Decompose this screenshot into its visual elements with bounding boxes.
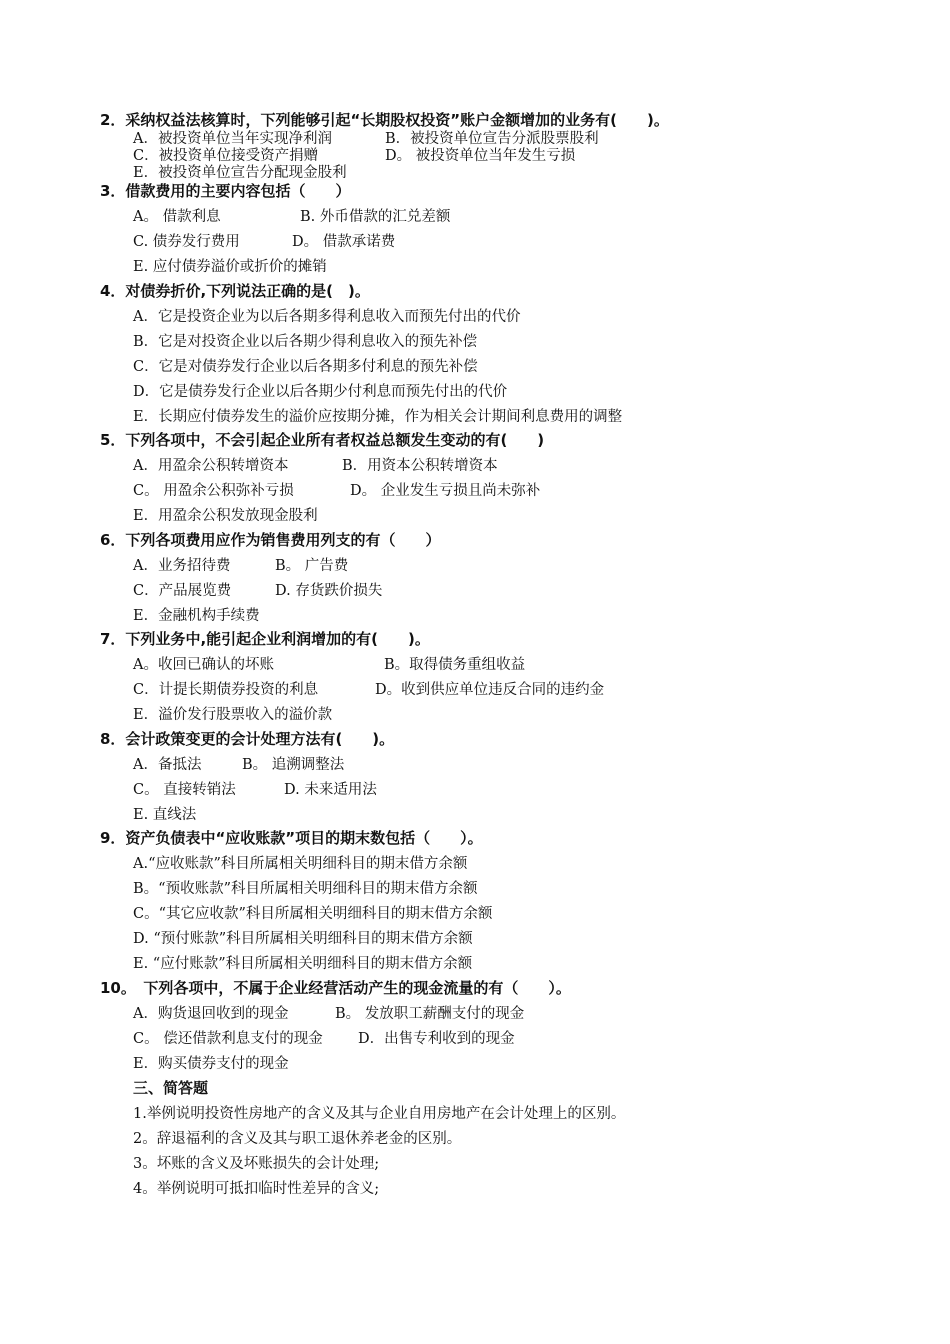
short-answer-4: 4。举例说明可抵扣临时性差异的含义; xyxy=(133,1181,380,1197)
option-5b: B．用资本公积转增资本 xyxy=(342,458,498,474)
option-8c: C。 直接转销法 xyxy=(133,782,236,798)
option-3a: A。 借款利息 xyxy=(133,209,221,225)
question-3: 3．借款费用的主要内容包括（ ） xyxy=(100,182,351,200)
question-8: 8．会计政策变更的会计处理方法有( )。 xyxy=(100,730,395,748)
option-6d: D. 存货跌价损失 xyxy=(275,583,383,599)
option-7b: B。取得债务重组收益 xyxy=(384,657,526,673)
option-5d: D。 企业发生亏损且尚未弥补 xyxy=(350,483,541,499)
option-6a: A．业务招待费 xyxy=(133,558,231,574)
short-answer-3: 3。坏账的含义及坏账损失的会计处理; xyxy=(133,1156,380,1172)
option-3e: E. 应付债券溢价或折价的摊销 xyxy=(133,259,327,275)
question-6: 6．下列各项费用应作为销售费用列支的有（ ） xyxy=(100,531,441,549)
option-4b: B．它是对投资企业以后各期少得利息收入的预先补偿 xyxy=(133,334,478,350)
option-4e: E．长期应付债券发生的溢价应按期分摊，作为相关会计期间利息费用的调整 xyxy=(133,409,623,425)
option-5e: E．用盈余公积发放现金股利 xyxy=(133,508,318,524)
question-10: 10。 下列各项中，不属于企业经营活动产生的现金流量的有（ ）。 xyxy=(100,979,571,997)
option-10e: E．购买债券支付的现金 xyxy=(133,1056,289,1072)
option-5a: A．用盈余公积转增资本 xyxy=(133,458,289,474)
option-9a: A.“应收账款”科目所属相关明细科目的期末借方余额 xyxy=(133,856,468,872)
question-7: 7．下列业务中,能引起企业利润增加的有( )。 xyxy=(100,630,430,648)
option-2b: B．被投资单位宣告分派股票股利 xyxy=(385,131,599,147)
option-6e: E．金融机构手续费 xyxy=(133,608,260,624)
option-7c: C．计提长期债券投资的利息 xyxy=(133,682,319,698)
option-9d: D. “预付账款”科目所属相关明细科目的期末借方余额 xyxy=(133,931,473,947)
option-9e: E. “应付账款”科目所属相关明细科目的期末借方余额 xyxy=(133,956,473,972)
option-4a: A．它是投资企业为以后各期多得利息收入而预先付出的代价 xyxy=(133,309,521,325)
option-10d: D．出售专利收到的现金 xyxy=(358,1031,515,1047)
option-5c: C。 用盈余公积弥补亏损 xyxy=(133,483,294,499)
option-10c: C。 偿还借款利息支付的现金 xyxy=(133,1031,323,1047)
section-title: 三、简答题 xyxy=(133,1079,209,1097)
option-4c: C．它是对债券发行企业以后各期多付利息的预先补偿 xyxy=(133,359,478,375)
option-8b: B。 追溯调整法 xyxy=(242,757,345,773)
option-9c: C。“其它应收款”科目所属相关明细科目的期末借方余额 xyxy=(133,906,493,922)
option-6c: C．产品展览费 xyxy=(133,583,232,599)
option-7e: E．溢价发行股票收入的溢价款 xyxy=(133,707,333,723)
option-2d: D。 被投资单位当年发生亏损 xyxy=(385,148,576,164)
question-4: 4．对债券折价,下列说法正确的是( )。 xyxy=(100,282,370,300)
option-8d: D. 未来适用法 xyxy=(284,782,377,798)
option-8e: E. 直线法 xyxy=(133,807,197,823)
option-7a: A。收回已确认的坏账 xyxy=(133,657,274,673)
option-3c: C. 债券发行费用 xyxy=(133,234,240,250)
option-10a: A．购货退回收到的现金 xyxy=(133,1006,289,1022)
option-10b: B。 发放职工薪酬支付的现金 xyxy=(335,1006,525,1022)
option-3d: D。 借款承诺费 xyxy=(292,234,396,250)
option-8a: A．备抵法 xyxy=(133,757,202,773)
question-9: 9．资产负债表中“应收账款”项目的期末数包括（ ）。 xyxy=(100,829,483,847)
option-9b: B。“预收账款”科目所属相关明细科目的期末借方余额 xyxy=(133,881,478,897)
option-2c: C．被投资单位接受资产捐赠 xyxy=(133,148,319,164)
option-6b: B。 广告费 xyxy=(275,558,349,574)
option-7d: D。收到供应单位违反合同的违约金 xyxy=(375,682,605,698)
option-2e: E．被投资单位宣告分配现金股利 xyxy=(133,165,347,181)
short-answer-2: 2。辞退福利的含义及其与职工退休养老金的区别。 xyxy=(133,1131,462,1147)
question-2: 2．采纳权益法核算时，下列能够引起“长期股权投资”账户金额增加的业务有( )。 xyxy=(100,111,669,129)
option-3b: B. 外币借款的汇兑差额 xyxy=(300,209,451,225)
short-answer-1: 1.举例说明投资性房地产的含义及其与企业自用房地产在会计处理上的区别。 xyxy=(133,1106,626,1122)
question-5: 5．下列各项中，不会引起企业所有者权益总额发生变动的有( ) xyxy=(100,431,545,449)
option-4d: D．它是债券发行企业以后各期少付利息而预先付出的代价 xyxy=(133,384,508,400)
option-2a: A．被投资单位当年实现净利润 xyxy=(133,131,332,147)
